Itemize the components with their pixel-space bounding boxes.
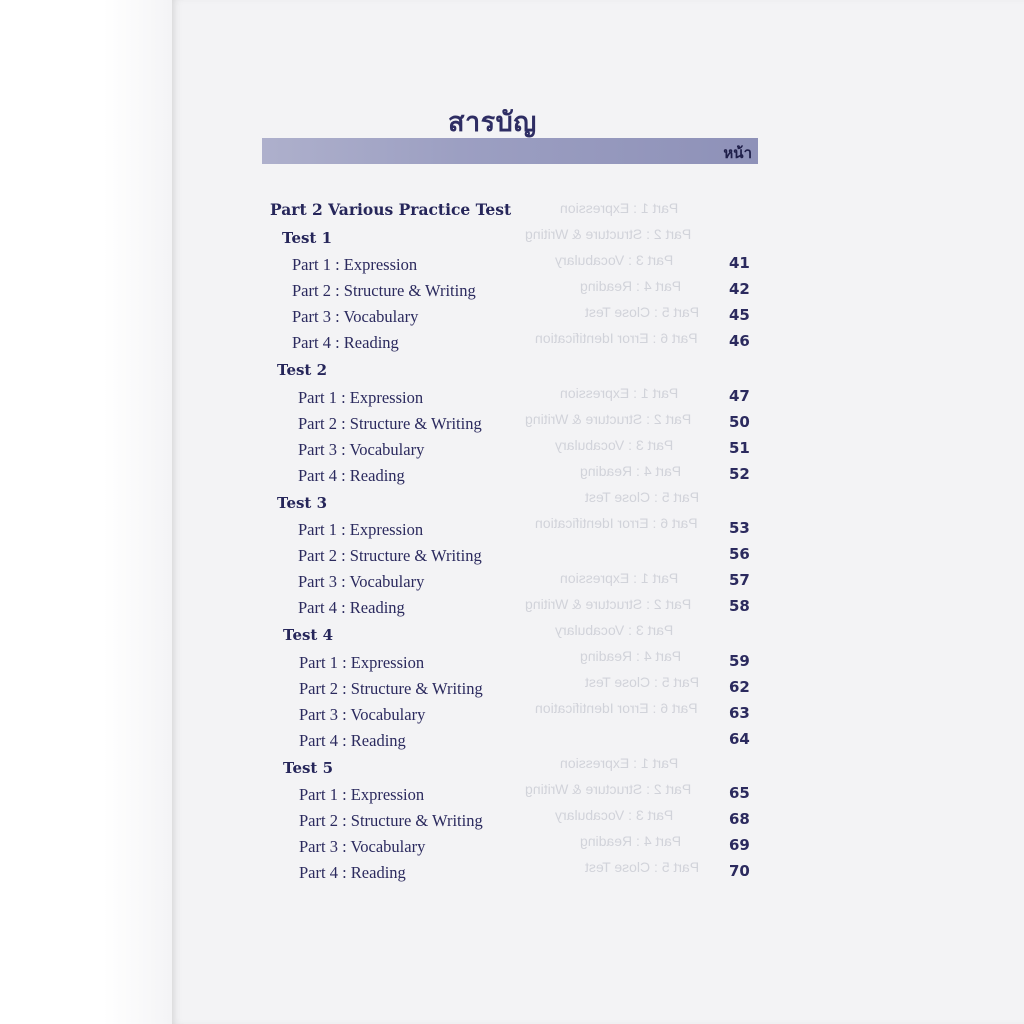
- toc-entry: Part 4 : Reading: [298, 466, 405, 485]
- toc-entry: Part 2 : Structure & Writing: [299, 679, 483, 698]
- toc-entry: Part 4 : Reading: [299, 863, 406, 882]
- toc-entry: Part 1 : Expression: [298, 520, 424, 539]
- toc-entry: Part 3 : Vocabulary: [299, 837, 426, 856]
- page-number: 53: [729, 519, 750, 537]
- toc-entry: Part 3 : Vocabulary: [292, 307, 419, 326]
- section-title: Part 2 Various Practice Test: [270, 200, 512, 219]
- test-title: Test 1: [282, 229, 333, 247]
- page-number: 41: [729, 254, 750, 272]
- page-number: 62: [729, 678, 750, 696]
- page-number: 51: [729, 439, 750, 457]
- header-bar: [262, 138, 758, 164]
- toc-entry: Part 2 : Structure & Writing: [298, 414, 482, 433]
- page-gutter: [0, 0, 172, 1024]
- page-column-label: หน้า: [723, 144, 752, 162]
- page-number: 42: [729, 280, 750, 298]
- page-number: 63: [729, 704, 750, 722]
- toc-entry: Part 4 : Reading: [292, 333, 399, 352]
- page-number: 52: [729, 465, 750, 483]
- toc-entry: Part 4 : Reading: [299, 731, 406, 750]
- toc-entry: Part 1 : Expression: [292, 255, 418, 274]
- page-number: 68: [729, 810, 750, 828]
- page-number: 50: [729, 413, 750, 431]
- toc-entry: Part 1 : Expression: [299, 653, 425, 672]
- page-number: 65: [729, 784, 750, 802]
- page-number: 47: [729, 387, 750, 405]
- page-number: 59: [729, 652, 750, 670]
- toc-entry: Part 2 : Structure & Writing: [292, 281, 476, 300]
- test-title: Test 2: [277, 361, 328, 379]
- toc-entry: Part 1 : Expression: [298, 388, 424, 407]
- toc-entry: Part 1 : Expression: [299, 785, 425, 804]
- page-number: 58: [729, 597, 750, 615]
- toc-entry: Part 3 : Vocabulary: [298, 572, 425, 591]
- toc-entry: Part 2 : Structure & Writing: [299, 811, 483, 830]
- test-title: Test 4: [283, 626, 334, 644]
- page-number: 56: [729, 545, 750, 563]
- page-number: 46: [729, 332, 750, 350]
- page-number: 57: [729, 571, 750, 589]
- test-title: Test 3: [277, 494, 328, 512]
- page-number: 45: [729, 306, 750, 324]
- page-number: 64: [729, 730, 750, 748]
- toc-entry: Part 4 : Reading: [298, 598, 405, 617]
- page-number: 70: [729, 862, 750, 880]
- toc-entry: Part 2 : Structure & Writing: [298, 546, 482, 565]
- document-canvas: Part 1 : Expression Part 2 : Structure & Writing Part 3 : Vocabulary Part 4 : Reading Part 5 : Close Test Part 6 : Error Identification Part 1 : Expression Part 2 : Structure & Writing Part 3 : Vocabulary Part 4 : Reading Part 5 : Close Test Part 6 : Error Identification Part 1 : Expression Part 2 : Structure & Writing Part 3 : Vocabulary Part 4 : Reading Part 5 : Close Test Part 6 : Error Identification Part 1 : Expression Part 2 : Structure & Writing Part 3 : Vocabulary Part 4 : Reading Part 5 : Close Test สารบัญ หน้า Part 2 Various Practice Test Test 1 Part 1 : Expression 41 Part 2 : Structure & Writing 42 Part 3 : Vocabulary 45 Part 4 : Reading 46 Test 2 Part 1 : Expression 47 Part 2 : Structure & Writing 50 Part 3 : Vocabulary 51 Part 4 : Reading 52 Test 3 Part 1 : Expression 53 Part 2 : Structure & Writing 56 Part 3 : Vocabulary 57 Part 4 : Reading 58 Test 4 Part 1 : Expression 59 Part 2 : Structure & Writing 62 Part 3 : Vocabulary 63 Part 4 : Reading 64 Test 5 Part 1 : Expression 65 Part 2 : Structure & Writing 68 Part 3 : Vocabulary 69 Part 4 : Reading 70: [0, 0, 1024, 1024]
- toc-entry: Part 3 : Vocabulary: [299, 705, 426, 724]
- page-number: 69: [729, 836, 750, 854]
- toc-entry: Part 3 : Vocabulary: [298, 440, 425, 459]
- test-title: Test 5: [283, 759, 334, 777]
- page-title: สารบัญ: [448, 107, 537, 138]
